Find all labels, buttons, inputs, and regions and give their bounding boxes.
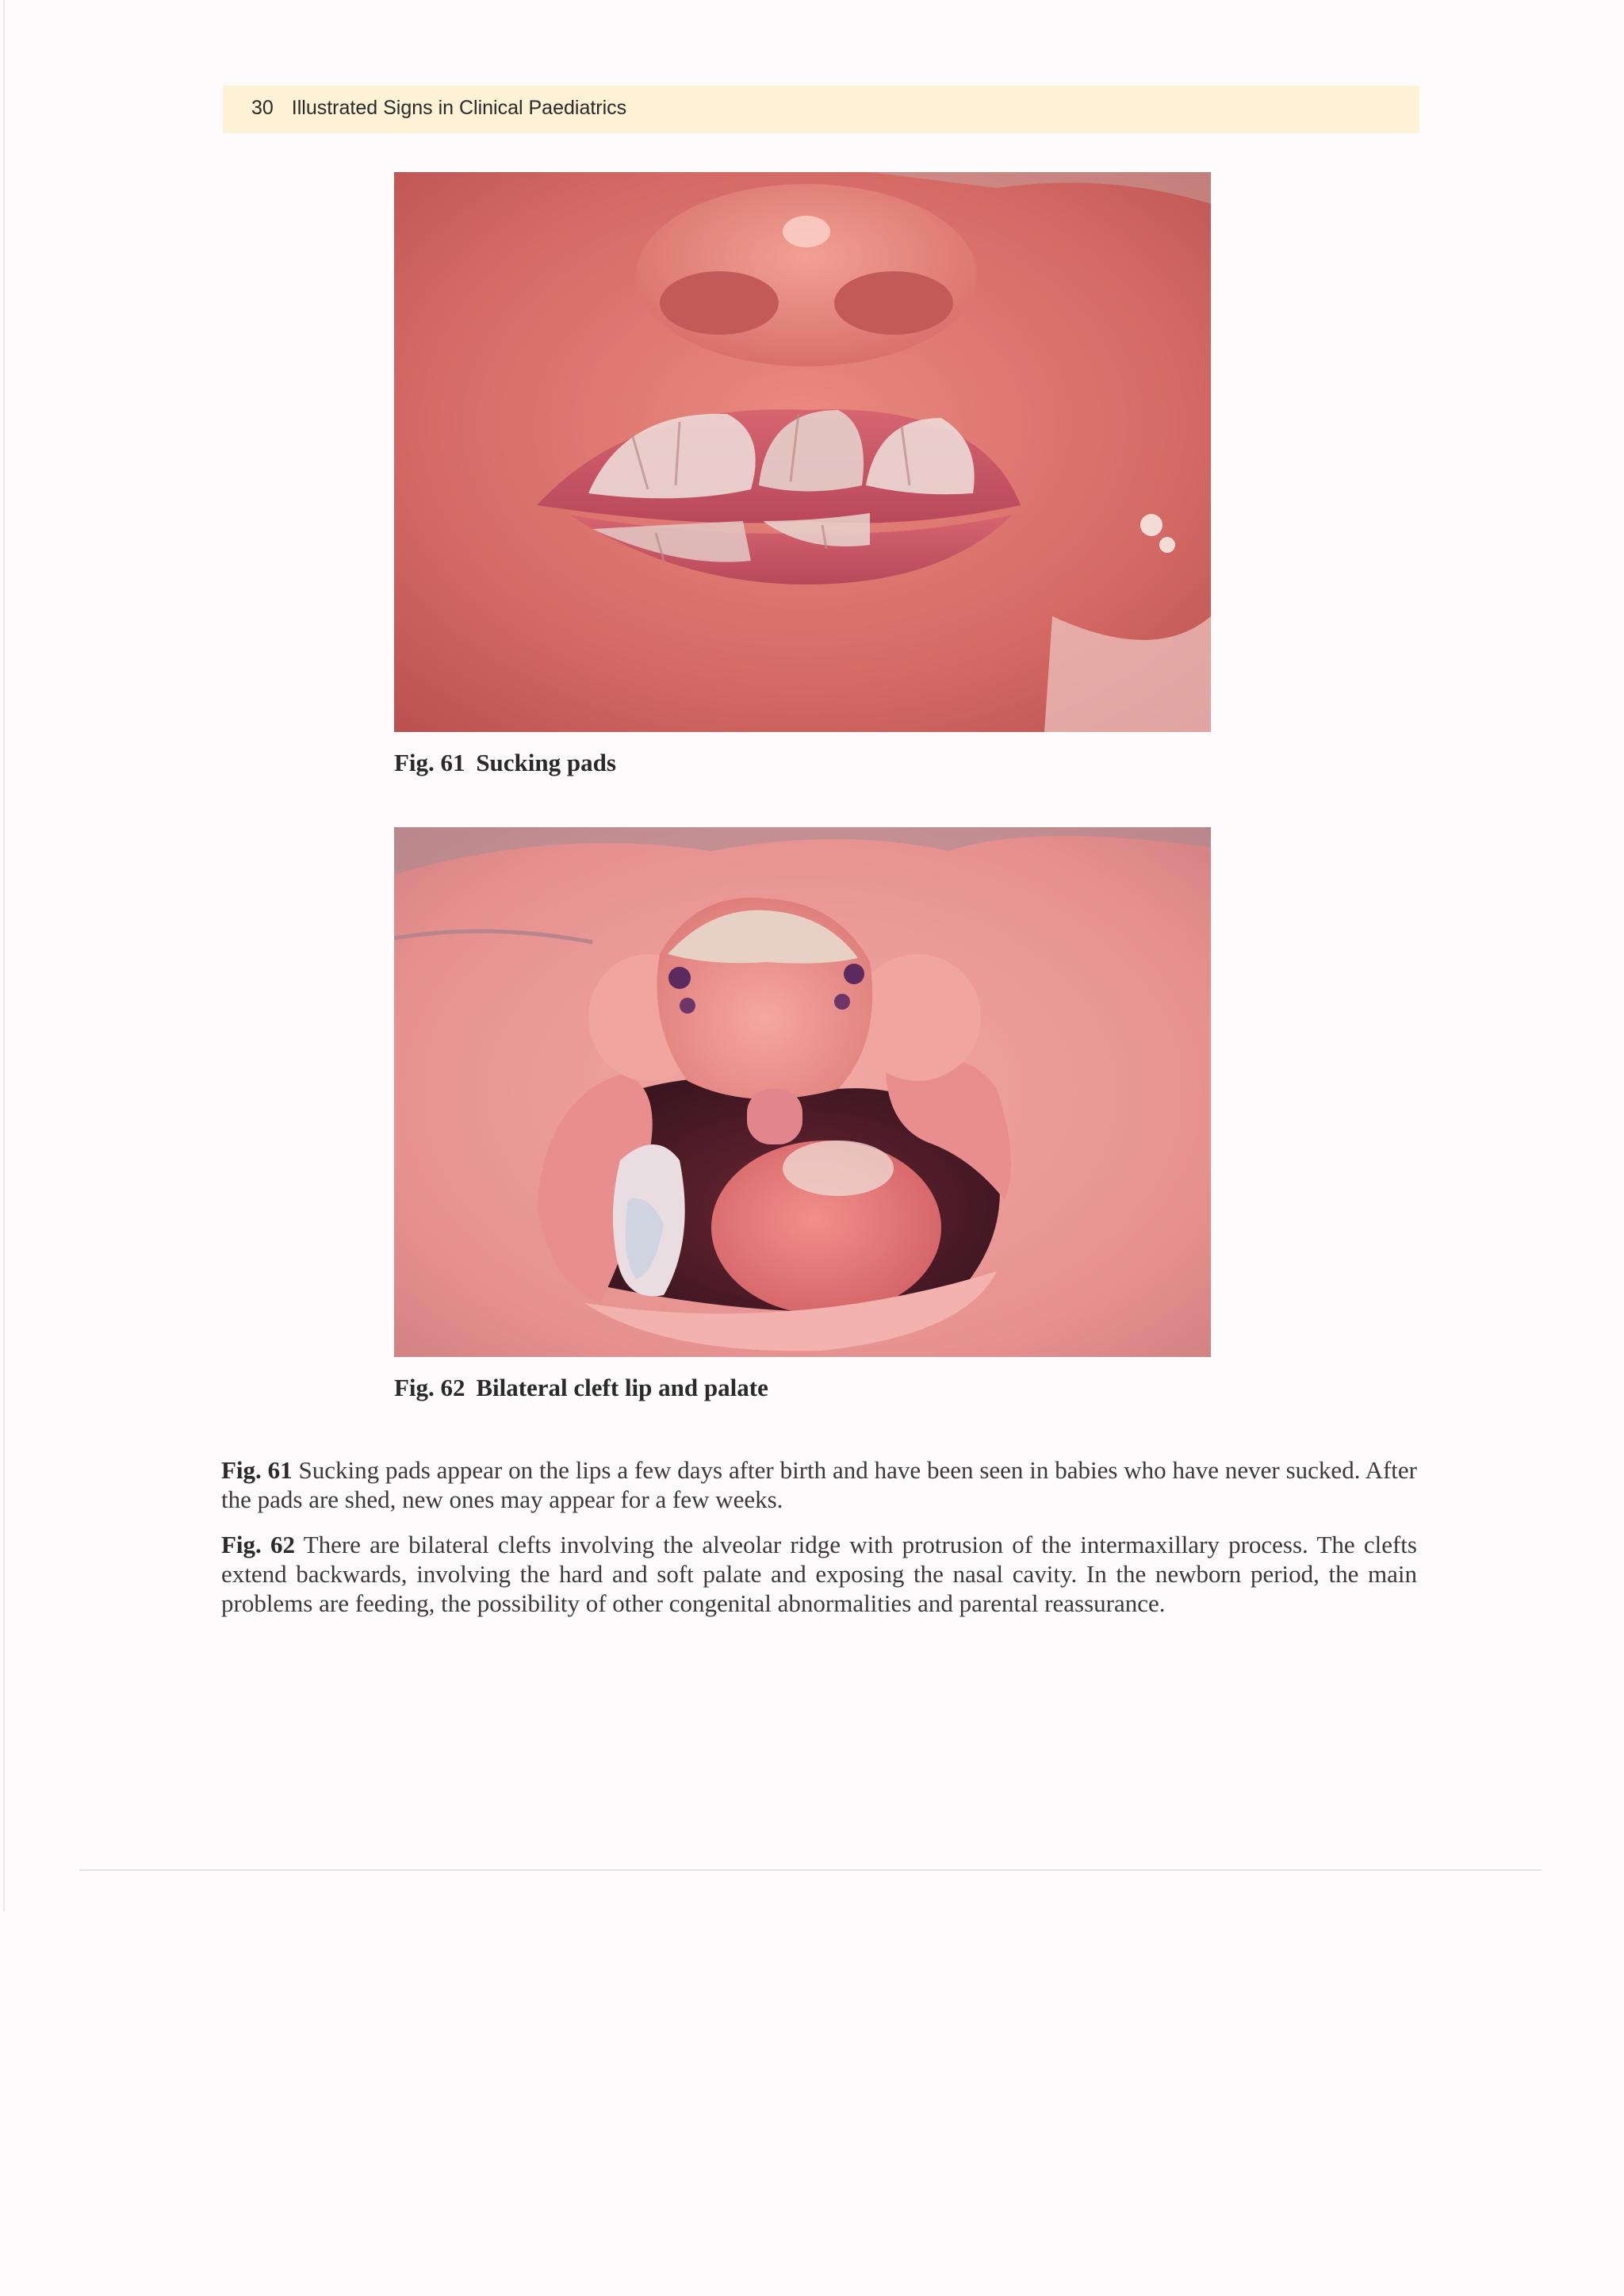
sucking-pads-image (394, 172, 1211, 732)
figure-title: Bilateral cleft lip and palate (476, 1374, 768, 1401)
paragraph-fig-61 (221, 1455, 1417, 1514)
running-header (223, 86, 1419, 133)
book-title: Illustrated Signs in Clinical Paediatrics (291, 97, 627, 119)
paragraph-body: There are bilateral clefts involving the alveolar ridge with protrusion of the intermaxillary process. The clefts extend backwards, involving the hard and soft palate and exposing the nasal cavity. In the newborn period, the main problems are feeding, the possibility of other congenital abnormalities and parental reassurance. (221, 1531, 1417, 1617)
cleft-lip-palate-image (394, 827, 1211, 1357)
figure-62-caption (394, 1374, 768, 1402)
paragraph-label: Fig. 62 (221, 1531, 295, 1558)
figure-label: Fig. 61 (394, 749, 465, 776)
figure-62-photo (394, 827, 1211, 1357)
figure-61-photo (394, 172, 1211, 732)
paragraph-body: Sucking pads appear on the lips a few days after birth and have been seen in babies who have never sucked. After the pads are shed, new ones may appear for a few weeks. (221, 1456, 1417, 1513)
footer-divider (79, 1869, 1542, 1871)
figure-title: Sucking pads (476, 749, 616, 776)
paragraph-fig-62 (221, 1530, 1417, 1618)
paragraph-label: Fig. 61 (221, 1456, 293, 1484)
figure-61-caption (394, 749, 616, 777)
header-text (251, 97, 626, 120)
page-edge (3, 0, 5, 1911)
page-number: 30 (251, 97, 274, 119)
figure-label: Fig. 62 (394, 1374, 465, 1401)
